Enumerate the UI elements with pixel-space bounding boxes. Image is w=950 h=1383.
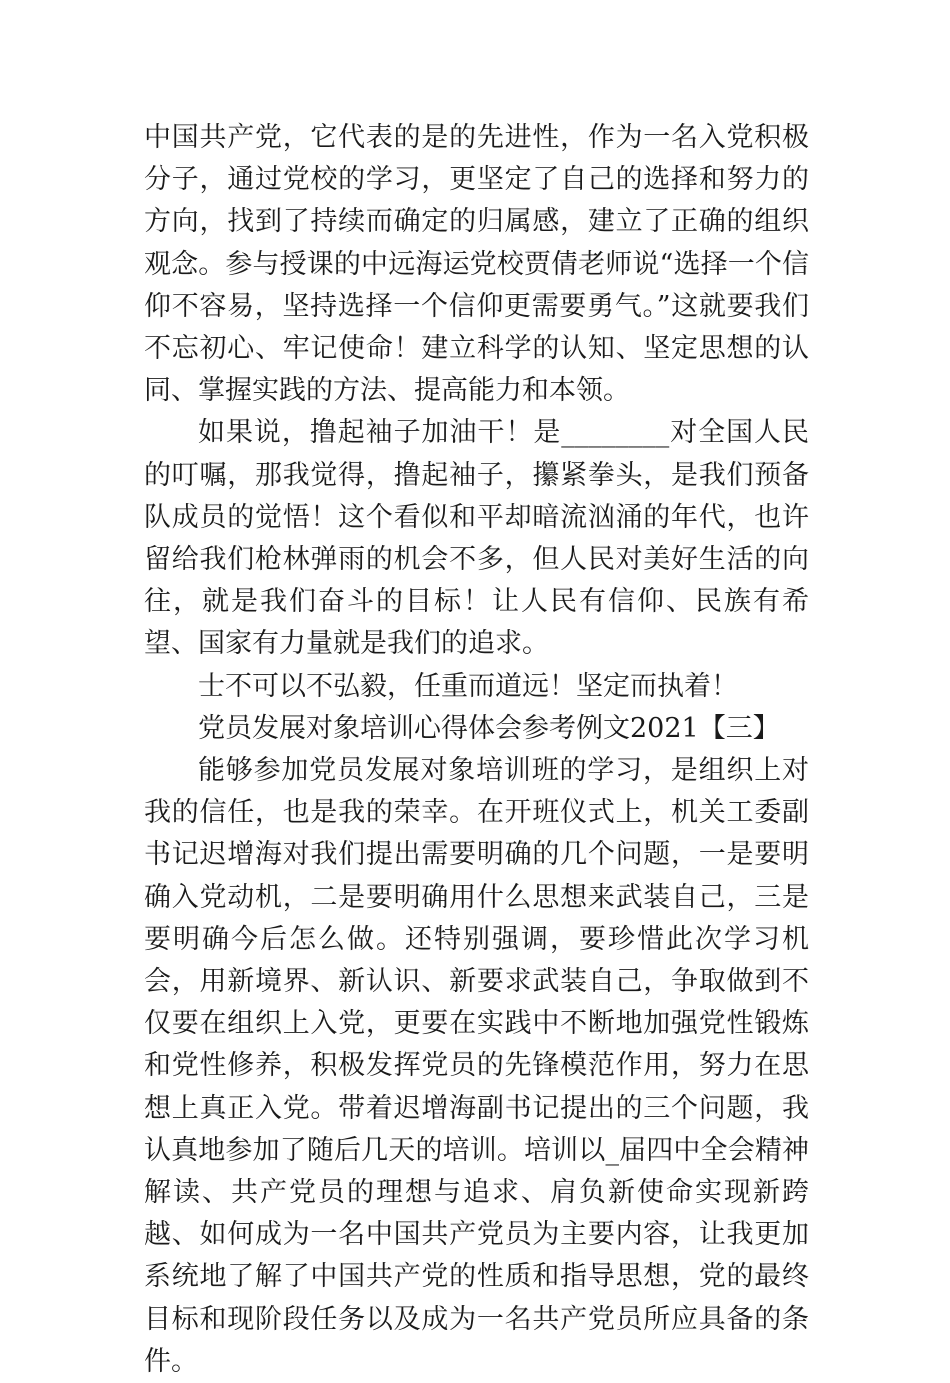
paragraph-1: 中国共产党，它代表的是的先进性，作为一名入党积极分子，通过党校的学习，更坚定了自己的选择和努力的方向，找到了持续而确定的归属感，建立了正确的组织观念。参与授课的中远海运党校贾倩老师说“选择一个信仰不容易，坚持选择一个信仰更需要勇气。”这就要我们不忘初心、牢记使命！建立科学的认知、坚定思想的认同、掌握实践的方法、提高能力和本领。	[144, 122, 809, 407]
paragraph-4: 能够参加党员发展对象培训班的学习，是组织上对我的信任，也是我的荣幸。在开班仪式上，机关工委副书记迟增海对我们提出需要明确的几个问题，一是要明确入党动机，二是要明确用什么思想来武装自己，三是要明确今后怎么做。还特别强调，要珍惜此次学习机会，用新境界、新认识、新要求武装自己，争取做到不仅要在组织上入党，更要在实践中不断地加强党性锻炼和党性修养，积极发挥党员的先锋模范作用，努力在思想上真正入党。带着迟增海副书记提出的三个问题，我认真地参加了随后几天的培训。培训以_届四中全会精神解读、共产党员的理想与追求、肩负新使命实现新跨越、如何成为一名中国共产党员为主要内容，让我更加系统地了解了中国共产党的性质和指导思想，党的最终目标和现阶段任务以及成为一名共产党员所应具备的条件。	[144, 755, 809, 1377]
paragraph-2: 如果说，撸起袖子加油干！是________对全国人民的叮嘱，那我觉得，撸起袖子，攥紧拳头，是我们预备队成员的觉悟！这个看似和平却暗流汹涌的年代，也许留给我们枪林弹雨的机会不多，但人民对美好生活的向往，就是我们奋斗的目标！让人民有信仰、民族有希望、国家有力量就是我们的追求。	[144, 417, 809, 660]
section-heading: 党员发展对象培训心得体会参考例文2021【三】	[198, 712, 780, 744]
paragraph-3: 士不可以不弘毅，任重而道远！坚定而执着！	[198, 670, 738, 702]
document-body	[144, 117, 809, 1383]
